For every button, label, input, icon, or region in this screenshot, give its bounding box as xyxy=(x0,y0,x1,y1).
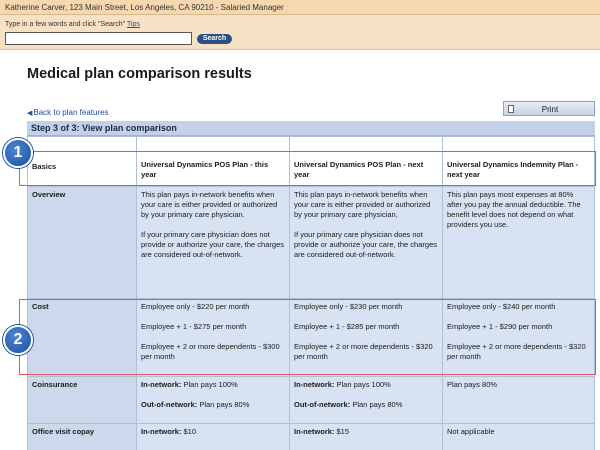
column-header-indemnity-next-year: Universal Dynamics Indemnity Plan - next year xyxy=(443,137,594,186)
cost-line: Employee + 2 or more dependents - $300 per month xyxy=(141,342,280,361)
in-network-value: $15 xyxy=(336,427,350,436)
overview-text: If your primary care physician does not provide or authorize your care, the charges are considered out-of-network. xyxy=(141,230,284,259)
out-of-network-value: Plan pays 80% xyxy=(352,400,403,409)
in-network-value: $10 xyxy=(183,427,197,436)
in-network-value: Plan pays 100% xyxy=(336,380,391,389)
in-network-value: Plan pays 100% xyxy=(183,380,238,389)
cost-line: Employee only - $220 per month xyxy=(141,302,250,311)
callout-badge-2: 2 xyxy=(3,325,33,355)
column-header-pos-next-year: Universal Dynamics POS Plan - next year xyxy=(290,137,442,186)
row-label-overview: Overview xyxy=(28,187,136,298)
callout-box-2 xyxy=(19,299,596,375)
office-visit-pos-this-year xyxy=(137,424,289,450)
cost-line: Employee + 2 or more dependents - $320 per month xyxy=(294,342,433,361)
search-hint xyxy=(5,21,140,28)
callout-badge-1: 1 xyxy=(3,138,33,168)
user-info: Katherine Carver, 123 Main Street, Los Angeles, CA 90210 - Salaried Manager xyxy=(5,3,284,12)
cost-line: Employee + 1 - $285 per month xyxy=(294,322,400,331)
print-label: Print xyxy=(541,105,559,114)
in-network-label: In-network: xyxy=(294,380,335,389)
in-network-label: In-network: xyxy=(141,427,182,436)
step-header xyxy=(27,121,595,136)
overview-indemnity-next-year xyxy=(443,187,594,298)
office-visit-indemnity-next-year xyxy=(443,424,594,450)
coinsurance-value: Plan pays 80% xyxy=(447,380,498,389)
coinsurance-pos-this-year xyxy=(137,377,289,423)
office-visit-pos-next-year xyxy=(290,424,442,450)
overview-text: This plan pays in-network benefits when your care is either provided or authorized by your primary care physician. xyxy=(294,190,431,219)
row-label-cost: Cost xyxy=(28,299,136,376)
print-button[interactable] xyxy=(503,101,595,116)
back-arrow-icon: ◀ xyxy=(27,110,33,117)
column-header-pos-this-year: Universal Dynamics POS Plan - this year xyxy=(137,137,289,186)
tips-link[interactable]: Tips xyxy=(126,21,140,28)
overview-text: This plan pays most expenses at 80% after you pay the annual deductible. The benefit level does not depend on what providers you use. xyxy=(447,190,581,229)
cost-line: Employee only - $240 per month xyxy=(447,302,556,311)
coinsurance-indemnity-next-year xyxy=(443,377,594,423)
overview-text: This plan pays in-network benefits when your care is either provided or authorized by your primary care physician. xyxy=(141,190,278,219)
user-info-bar xyxy=(0,0,600,15)
overview-pos-next-year xyxy=(290,187,442,298)
step-title: Step 3 of 3: View plan comparison xyxy=(31,123,177,133)
back-to-plan-features-link[interactable] xyxy=(27,108,109,117)
row-label-office-visit-copay: Office visit copay xyxy=(28,424,136,450)
search-hint-text: Type in a few words and click "Search" xyxy=(5,21,126,28)
cost-line: Employee + 1 - $275 per month xyxy=(141,322,247,331)
overview-text: If your primary care physician does not provide or authorize your care, the charges are considered out-of-network. xyxy=(294,230,437,259)
out-of-network-value: Plan pays 80% xyxy=(199,400,250,409)
out-of-network-label: Out-of-network: xyxy=(141,400,198,409)
in-network-label: In-network: xyxy=(294,427,335,436)
column-header-basics: Basics xyxy=(28,137,136,186)
cost-line: Employee + 1 - $290 per month xyxy=(447,322,553,331)
overview-pos-this-year xyxy=(137,187,289,298)
coinsurance-pos-next-year xyxy=(290,377,442,423)
search-button[interactable]: Search xyxy=(197,34,232,44)
back-link-label: Back to plan features xyxy=(33,108,109,117)
in-network-label: In-network: xyxy=(141,380,182,389)
row-label-coinsurance: Coinsurance xyxy=(28,377,136,423)
office-visit-value: Not applicable xyxy=(447,427,495,436)
out-of-network-label: Out-of-network: xyxy=(294,400,351,409)
page-title: Medical plan comparison results xyxy=(27,66,252,82)
cost-line: Employee only - $230 per month xyxy=(294,302,403,311)
search-bar xyxy=(0,15,600,50)
search-input[interactable] xyxy=(5,32,192,45)
callout-box-1 xyxy=(19,151,596,186)
cost-line: Employee + 2 or more dependents - $320 per month xyxy=(447,342,586,361)
